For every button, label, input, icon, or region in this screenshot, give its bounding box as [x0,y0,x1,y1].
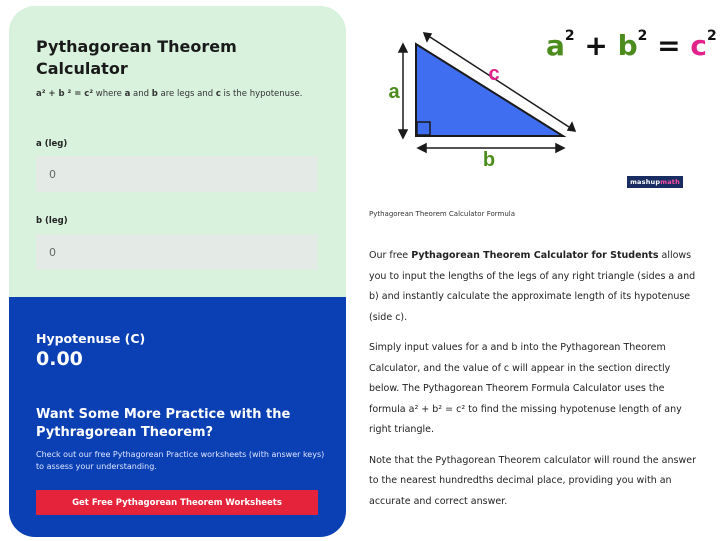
formula-plus: + [584,29,608,62]
calculator-panel [9,6,346,537]
formula-prefix: a² + b ² = c² [36,89,94,99]
hypotenuse-value: 0.00 [36,348,83,370]
article-paragraph-1 [369,246,699,328]
formula-equals: = [657,29,681,62]
get-worksheets-button[interactable]: Get Free Pythagorean Theorem Worksheets [36,490,318,515]
calculator-input-section [9,6,346,297]
formula-c-exponent: 2 [707,28,717,44]
side-a-label: a [388,81,400,103]
article-paragraph-3: Note that the Pythagorean Theorem calculator will round the answer to the nearest hundredths decimal place, providing you with an accurate and correct answer. [369,454,696,507]
formula-c: c [690,29,707,62]
image-caption: Pythagorean Theorem Calculator Formula [369,210,515,218]
p1-post: allows you to input the lengths of the legs of any right triangle (sides a and b) and instantly calculate the approximate length of its hypotenuse (side c). [369,250,696,323]
formula-b-exponent: 2 [637,28,648,44]
desc-a: a [124,89,131,99]
desc-and: and [130,89,152,99]
formula-b: b [617,29,638,62]
desc-b: b [151,89,158,99]
leg-b-input[interactable] [36,234,318,270]
practice-title: Want Some More Practice with the Pythragorean Theorem? [36,407,291,440]
logo-text-2: math [660,178,680,186]
desc-legs: are legs and [157,89,216,99]
side-c-label: c [488,63,500,85]
calculator-result-section [9,297,346,537]
formula-a: a [546,29,565,62]
logo-text-1: mashup [630,178,661,186]
formula-graphic [546,28,717,62]
desc-c: c [215,89,221,99]
mashup-math-logo [627,176,683,188]
side-b-label: b [482,149,496,171]
p1-bold: Pythagorean Theorem Calculator for Students [411,250,659,261]
article-body [369,246,699,522]
article-paragraph-2: Simply input values for a and b into the Pythagorean Theorem Calculator, and the value of c will appear in the section directly below. The Pythagorean Theorem Formula Calculator uses the formula a² + b² = c² to find the missing hypotenuse length of any right triangle. [369,342,682,435]
triangle-shape [416,44,563,136]
desc-hyp: is the hypotenuse. [220,89,303,99]
p1-pre: Our free [369,250,412,261]
desc-where: where [93,89,125,99]
calculator-title: Pythagorean Theorem Calculator [36,37,237,78]
leg-a-label: a (leg) [36,139,68,149]
practice-description: Check out our free Pythagorean Practice worksheets (with answer keys) to assess your understanding. [36,450,325,471]
side-a-arrow [399,44,407,138]
leg-a-input[interactable] [36,156,318,192]
leg-b-label: b (leg) [36,216,68,226]
calculator-description [36,88,326,100]
formula-a-exponent: 2 [564,28,575,44]
hypotenuse-label: Hypotenuse (C) [36,331,146,346]
